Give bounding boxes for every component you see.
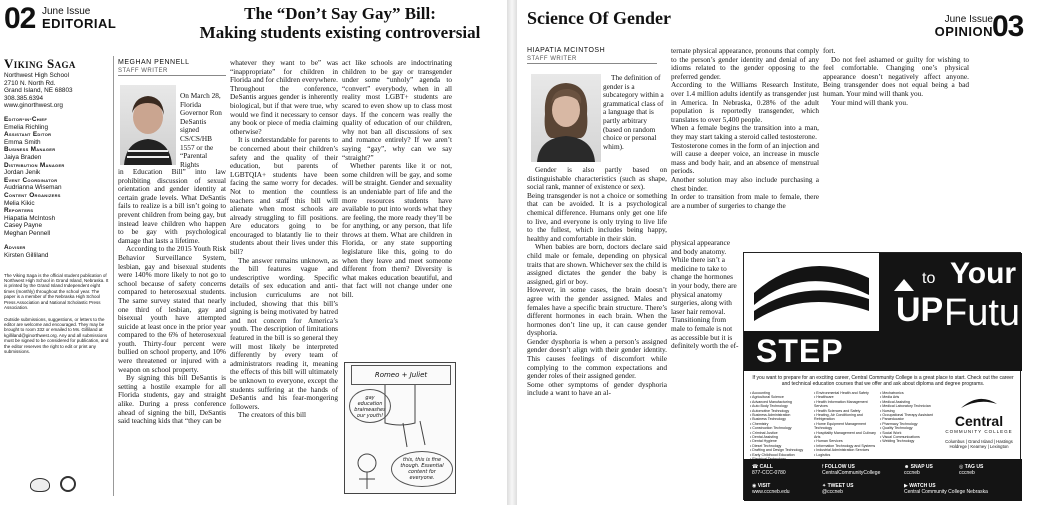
phone-icon: ☎ bbox=[752, 464, 759, 470]
ccc-campuses: Columbus | Grand Island | Hastings bbox=[945, 439, 1013, 444]
staff-role: Business Manager bbox=[4, 146, 56, 154]
program-item: • Healthcare bbox=[814, 395, 834, 400]
ccc-name: Central bbox=[954, 413, 1004, 429]
tag-value: cccneb bbox=[959, 470, 975, 476]
staff-name: Emelia Richling bbox=[4, 123, 49, 131]
article-paragraph: Another solution may also include purchasing a chest binder. bbox=[671, 174, 819, 193]
ad-future-text: Future bbox=[944, 292, 1054, 334]
program-item: • Dental Assisting bbox=[750, 435, 778, 440]
instagram-icon: ◎ bbox=[959, 464, 964, 470]
program-item: • Business Administration bbox=[750, 413, 791, 418]
ad-step-text: STEP bbox=[756, 333, 844, 369]
address-line: Northwest High School bbox=[4, 72, 70, 79]
staff-name: Audrianna Wiseman bbox=[4, 184, 62, 192]
section-label: EDITORIAL bbox=[42, 16, 117, 31]
follow-label: FOLLOW US bbox=[824, 464, 855, 470]
staff-name: Jordan Jenik bbox=[4, 169, 41, 177]
staff-role: Content Organizers bbox=[4, 191, 61, 199]
page-number: 02 bbox=[4, 2, 36, 35]
author-name: MEGHAN PENNELL bbox=[118, 59, 190, 66]
program-item: • Pharmacy Technology bbox=[880, 421, 918, 426]
article-paragraph: However, in some cases, the brain doesn’t agree with the gender assigned. Males and females have a specific brain structure. There’s different hormones in each brain. When the hormones don’t line up, it can cause gender dysphoria. bbox=[527, 285, 667, 338]
program-item: • Diesel Technology bbox=[750, 443, 782, 448]
headline bbox=[180, 4, 500, 42]
column-rule bbox=[113, 56, 114, 496]
call-label: CALL bbox=[759, 464, 773, 470]
staff-name: Emma Smith bbox=[4, 138, 41, 146]
follow-value: CentralCommunityCollege bbox=[822, 470, 881, 476]
page-editorial bbox=[0, 0, 507, 505]
staff-name: Jaiya Braden bbox=[4, 153, 42, 161]
tweet-label: TWEET US bbox=[827, 483, 854, 489]
article-paragraph: whatever they want to be” was “inappropriate” for children in Florida and for children everywhere. Throughout the conference, DeSantis argues gender is inherently biological, but if that were true, why would we find it necessary to censor any book or piece of media claiming otherwise? bbox=[230, 58, 338, 136]
byline bbox=[118, 59, 226, 76]
submissions-notice: Outside submissions, suggestions, or letters to the editor are welcome and encouraged. They may be brought to room 332 or emailed to Ms. Gilliland at kgilliland@ginorthwest.org. Any and all submissions must be signed to be considered for publication, and the editor reserves the right to edit or print any submissions. bbox=[4, 316, 109, 354]
program-item: • Advanced Manufacturing bbox=[750, 399, 792, 404]
article-paragraph: According to the Williams Research Institute, over 1.4 million adults identify as transgender just in America. In Nebraska, 0.28% of the adult population is reportedly transgender, which translates to over 5,400 people. bbox=[671, 80, 819, 124]
program-item: • Criminal Justice bbox=[750, 430, 778, 435]
program-item: • Human Services bbox=[814, 439, 843, 444]
program-item: • Nursing bbox=[880, 408, 895, 413]
follow-block[interactable] bbox=[822, 464, 880, 476]
ccc-logo bbox=[940, 395, 1018, 451]
article-column-1 bbox=[118, 168, 226, 502]
article-paragraph: The creators of this bill bbox=[238, 410, 307, 420]
masthead-title: Viking Saga bbox=[4, 56, 76, 71]
ad-contact-bar bbox=[744, 459, 1022, 501]
page-opinion bbox=[517, 0, 1054, 505]
program-item: • Business Technology bbox=[750, 417, 786, 422]
article-paragraph: Gender is also partly based on distinguishable characteristics (such as shape, social rank, manner of existence or sex). bbox=[527, 165, 667, 192]
masthead-address bbox=[4, 72, 110, 110]
ccc-campuses-2: Holdrege | Kearney | Lexington bbox=[949, 444, 1009, 449]
staff-role: Reporters bbox=[4, 207, 34, 215]
article-paragraph: Being transgender is not a choice or something that can be avoided. It is a psychological chemical difference. Humans only get one life to live, and everyone is only trying to live life to the fullest, which includes being happy, healthy and comfortable in their skin. bbox=[527, 190, 667, 243]
article-intro-wrap bbox=[603, 74, 667, 166]
article-paragraph: The answer remains unknown, as the bill features vague and undescriptive wording. Specific details of sex education and anti-inclusion curriculums are not included, showing that this bill’s signing is being motivated by hatred and not concern for America’s youth. The description of limitations featured in the bill is so general they will most likely be interpreted differently by every team of administrators reading it, meaning the effects of this bill will ultimately be unknown to everyone, except the students suffering at the hands of DeSantis and his fear-mongering followers. bbox=[230, 255, 338, 411]
masthead bbox=[4, 56, 110, 354]
tag-block[interactable] bbox=[959, 464, 983, 476]
article-column-2-narrow: physical appearance and body anatomy. While there isn’t a medicine to take to change the hormones in your body, there are physical anatomy surgeries, along with laser hair removal. Transitioning from male to female is not as accessible but it is definitely worth the ef- bbox=[671, 238, 739, 351]
ad-intro: If you want to prepare for an exciting career, Central Community College is a great place to start. Check out the career and technical education courses that we offer and ask about diploma and degree programs. bbox=[752, 375, 1014, 387]
ad-programs-col-3 bbox=[880, 391, 934, 444]
program-item: • Visual Communications bbox=[880, 435, 920, 440]
section-label: OPINION bbox=[934, 24, 993, 39]
ccc-swoosh-icon bbox=[959, 396, 999, 410]
article-column-1 bbox=[527, 166, 667, 502]
staff-name: Kirsten Gilliland bbox=[4, 252, 49, 260]
snap-block[interactable] bbox=[904, 464, 933, 476]
program-item: • Early Childhood Education bbox=[750, 452, 795, 457]
issue-label: June Issue bbox=[42, 6, 91, 17]
tweet-block[interactable] bbox=[822, 483, 853, 495]
article-column-3 bbox=[342, 59, 452, 359]
article-paragraph: fort. bbox=[823, 46, 836, 55]
program-item: • Media Arts bbox=[880, 395, 900, 400]
watch-label: WATCH US bbox=[909, 483, 936, 489]
program-item: • Health Information Management Services bbox=[814, 399, 868, 409]
program-item: • Hospitality Management and Culinary Arts bbox=[814, 430, 876, 440]
program-item: • Social Work bbox=[880, 430, 902, 435]
author-name: HIAPATIA MCINTOSH bbox=[527, 47, 606, 54]
address-line: 2710 N. North Rd. bbox=[4, 79, 56, 87]
ad-banner bbox=[744, 253, 1054, 371]
article-paragraph: Your mind will thank you. bbox=[831, 97, 908, 107]
article-column-3 bbox=[823, 47, 969, 147]
article-column-2 bbox=[671, 47, 819, 239]
program-item: • Quality Technology bbox=[880, 426, 913, 431]
staff-name: Melia Kikic bbox=[4, 199, 35, 207]
staff-name: Hiapatia McIntosh bbox=[4, 214, 56, 222]
nhspa-logo bbox=[30, 478, 50, 492]
program-item: • Medical Assisting bbox=[880, 399, 910, 404]
article-paragraph: Gender dysphoria is when a person’s assigned gender doesn’t align with their gender identity. This causes feelings of discomfort while complying to the common expectations and gender roles of their assigned gender. bbox=[527, 336, 667, 381]
address-line: Grand Island, NE 68803 bbox=[4, 87, 73, 95]
article-paragraph: Some other symptoms of gender dysphoria include a want to have an al- bbox=[527, 379, 667, 398]
ad-programs-col-2 bbox=[814, 391, 878, 457]
program-item: • Construction Technology bbox=[750, 426, 792, 431]
staff-name: Meghan Pennell bbox=[4, 229, 51, 237]
article-paragraph: in Education Bill” into law prohibiting discussion of sexual orientation and gender identity at certain grade levels. What DeSantis fails to realize is a bill isn’t going to prevent children from being gay, but instead leave children who happen to be gay with psychological damage that lasts a lifetime. bbox=[118, 167, 226, 245]
cartoon-bubble-left: gay education brainwashes our youth! bbox=[349, 389, 391, 423]
article-paragraph: Do not feel ashamed or guilty for wishing to feel comfortable. Changing one’s physical appearance doesn’t negatively affect anyone. Being transgender does not equal being a bad human. Your mind will thank you. bbox=[823, 54, 969, 98]
headline: Science Of Gender bbox=[527, 8, 671, 28]
tag-label: TAG US bbox=[964, 464, 984, 470]
visit-block[interactable] bbox=[752, 483, 790, 495]
address-line: 308.385.6394 bbox=[4, 94, 44, 102]
article-paragraph: Testosterone comes in the form of an injection and will cause a deeper voice, an increase in muscle mass and body hair, and an absence of menstrual periods. bbox=[671, 140, 819, 176]
staff-role: Distribution Manager bbox=[4, 161, 65, 169]
cartoon-book-title: Romeo + Juliet bbox=[351, 365, 451, 385]
program-item: • Agricultural Science bbox=[750, 395, 784, 400]
article-paragraph: act like schools are indoctrinating children to be gay or transgender under some “unholy” agenda to “convert” everybody, when in all reality most LGBT+ students are scared to even show up to class most days. If the concern was really the quality of education of our children, why not ban all discussions of sex and romance entirely? If we aren’t saying “gay”, why can we say “straight?” bbox=[342, 58, 452, 162]
call-value: 877-CCC-0780 bbox=[752, 470, 786, 476]
staff-list bbox=[4, 116, 110, 260]
cartoon-bubble-right: this, this is fine though. Essential content for everyone. bbox=[391, 451, 453, 487]
program-item: • Heating, Air Conditioning and Refrigeration bbox=[814, 413, 863, 422]
program-item: • Accounting bbox=[750, 391, 770, 395]
article-paragraph: Whether parents like it or not, some children will be gay, and some will be straight. Gender and sexuality is an undeniable part of life and the more resources students have available to put into words what they are feeling, the more ready they’ll be for anything, or any person, that life throws at them. What are children in Florida, or any state supporting legislature like this, going to do when they leave and meet someone different from them? Diversity is what makes education beautiful, and that fact will not change under one bill. bbox=[342, 161, 452, 300]
address-line: www.ginorthwest.org bbox=[4, 102, 63, 110]
staff-role: Assistant Editor bbox=[4, 131, 52, 139]
program-item: • Occupational Therapy Assistant bbox=[880, 413, 933, 418]
program-item: • Auto Body Technology bbox=[750, 404, 788, 409]
snapchat-icon: ☻ bbox=[904, 464, 910, 470]
program-item: • Information Technology and Systems bbox=[814, 443, 876, 448]
headline-line-1: The “Don’t Say Gay” Bill: bbox=[244, 4, 436, 23]
author-photo bbox=[531, 74, 601, 162]
ad-programs-col-1 bbox=[750, 391, 810, 462]
visit-value: www.cccneb.edu bbox=[752, 489, 790, 495]
program-item: • Paraeducator bbox=[880, 417, 904, 422]
intro-paragraph: The definition of gender is a subcategory within a grammatical class of a language that is partly arbitrary (based on random choice or personal whim). bbox=[603, 73, 664, 151]
article-paragraph: When babies are born, doctors declare said child male or female, depending on physical traits that are shown. Whichever sex the child is assigned dictates the gender the baby is assigned, girl or boy. bbox=[527, 242, 667, 286]
staff-role: Editor-in-Chief bbox=[4, 115, 48, 123]
watch-value: Central Community College Nebraska bbox=[904, 489, 988, 495]
program-item: • Environmental Health and Safety bbox=[814, 391, 869, 395]
facebook-icon: f bbox=[822, 464, 824, 470]
article-paragraph: When a female begins the transition into a man, they may start taking a steroid called testosterone. bbox=[671, 123, 819, 141]
program-item: • Drafting and Design Technology bbox=[750, 448, 804, 453]
author-title: STAFF WRITER bbox=[118, 67, 226, 76]
snap-value: cccneb bbox=[904, 470, 920, 476]
program-item: • Chemistry bbox=[750, 421, 769, 426]
author-title: STAFF WRITER bbox=[527, 55, 657, 64]
program-item: • Home Equipment Management Technology bbox=[814, 421, 866, 431]
page-gutter bbox=[507, 0, 517, 505]
ccc-sub: COMMUNITY COLLEGE bbox=[945, 429, 1013, 434]
program-item: • Automotive Technology bbox=[750, 408, 790, 413]
program-item: • Industrial Administration Services bbox=[814, 448, 870, 453]
article-column-2 bbox=[230, 59, 338, 502]
ad-to-text: to bbox=[922, 270, 936, 287]
nspa-logo bbox=[60, 476, 76, 492]
program-item: • Medical Laboratory Technician bbox=[880, 404, 931, 409]
article-paragraph: ternate physical appearance, pronouns that comply to the person’s gender identity and denial of any idioms related to the gender opposing to the preferred gender. bbox=[671, 46, 819, 81]
visit-label: VISIT bbox=[757, 483, 771, 489]
snap-label: SNAP US bbox=[910, 464, 933, 470]
issue-label: June Issue bbox=[944, 14, 993, 25]
youtube-icon: ▶ bbox=[904, 483, 908, 489]
article-intro-wrap: On March 28, Florida Governor Ron DeSantis signed CS/CS/HB 1557 or the “Parental Rights bbox=[180, 91, 222, 169]
call-block[interactable] bbox=[752, 464, 786, 476]
author-photo bbox=[120, 85, 176, 165]
tweet-value: @cccneb bbox=[822, 489, 843, 495]
program-item: • Dental Hygiene bbox=[750, 439, 777, 444]
publication-notice: The Viking Saga is the official student publication of Northwest High School in Grand Island, Nebraska. It is printed by the Grand Island Independent eight times (monthly) throughout the school year. The paper is a member of the Nebraska High School Press Association and National Scholastic Press Association. bbox=[4, 272, 109, 311]
editorial-cartoon bbox=[344, 362, 456, 494]
staff-name: Casey Payne bbox=[4, 222, 43, 230]
cartoon-drawing bbox=[345, 363, 457, 495]
program-item: • Health Sciences and Safety bbox=[814, 408, 861, 413]
advertisement[interactable] bbox=[743, 252, 1054, 500]
headline-line-2: Making students existing controversial bbox=[199, 23, 481, 42]
article-paragraph: It is understandable for parents to be concerned about their children’s safety and the quality of their education, but parents of LGBTQIA+ students have been facing the same worry for decades. Not to mention the countless teachers and staff this bill will alienate when most schools are already struggling to fill positions. Are educators going to be encouraged to blatantly lie to their students about their lives under this bill? bbox=[230, 135, 338, 257]
globe-icon: ◉ bbox=[752, 483, 757, 489]
ad-up-text: UP bbox=[896, 291, 944, 329]
byline bbox=[527, 47, 657, 64]
watch-block[interactable] bbox=[904, 483, 988, 495]
program-item: • Logistics bbox=[814, 452, 831, 457]
article-paragraph: In order to transition from male to female, there are a number of surgeries to change the bbox=[671, 192, 819, 210]
page-number: 03 bbox=[992, 10, 1024, 43]
program-item: • Welding Technology bbox=[880, 439, 915, 444]
ad-your-text: Your bbox=[950, 257, 1017, 290]
staff-role: Adviser bbox=[4, 244, 26, 252]
article-paragraph: By signing this bill DeSantis is setting a hostile example for all Florida students, gay and straight alike. During a press conference ahead of signing the bill, DeSantis said teaching kids that “they can be bbox=[118, 373, 226, 426]
staff-role: Event Coordinator bbox=[4, 176, 58, 184]
article-paragraph: According to the 2015 Youth Risk Behavior Surveillance System, lesbian, gay and bisexual students were 140% more likely to not go to school because of safety concerns compared to heterosexual students. The same survey stated that nearly one third of lesbian, gay and bisexual youth have attempted suicide at least once in the prior year compared to the 6% of heterosexual youth. Thirty-four percent were bullied on school property, and 10% were threatened or injured with a weapon on school property. bbox=[118, 244, 226, 374]
program-item: • Mechatronics bbox=[880, 391, 904, 395]
twitter-icon: ✦ bbox=[822, 483, 827, 489]
